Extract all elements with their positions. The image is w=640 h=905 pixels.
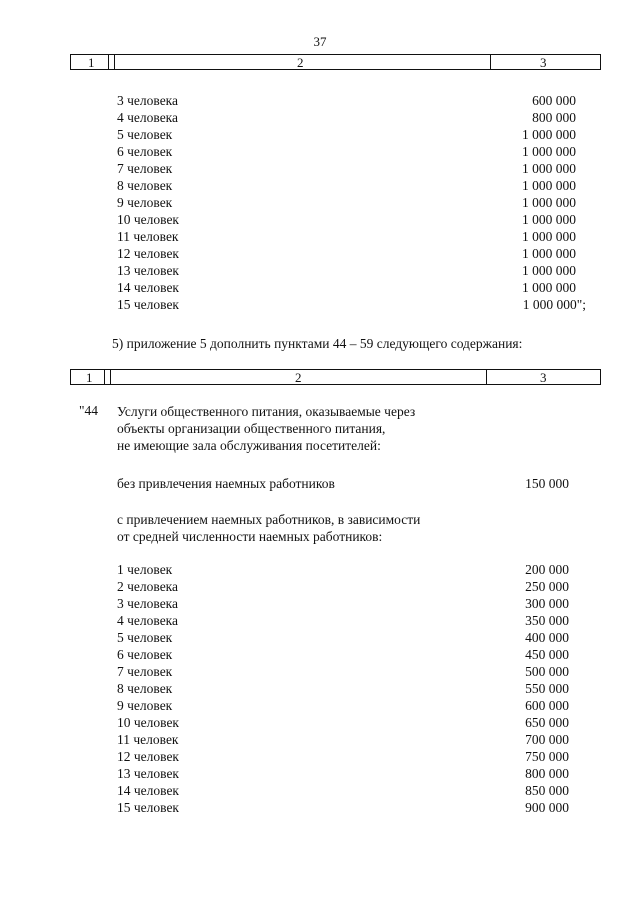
list-item	[0, 799, 640, 816]
list-item	[0, 680, 640, 697]
header-divider	[70, 369, 71, 385]
header-divider	[486, 369, 487, 385]
list-item	[0, 160, 640, 177]
list-item-label: 8 человек	[117, 178, 173, 193]
with-workers-line: от средней численности наемных работников:	[117, 529, 383, 544]
header-rule-bottom	[70, 69, 600, 70]
list-item	[0, 612, 640, 629]
item-title-line: не имеющие зала обслуживания посетителей:	[117, 438, 381, 453]
list-item-value: 900 000	[525, 800, 569, 815]
list-item	[0, 177, 640, 194]
list-item	[0, 595, 640, 612]
list-item-label: 15 человек	[117, 800, 179, 815]
list-item-label: 4 человека	[117, 110, 179, 125]
list-item-value: 800 000	[532, 110, 576, 125]
item-number: "44	[79, 403, 99, 418]
list-item-label: 9 человек	[117, 698, 173, 713]
amendment-paragraph: 5) приложение 5 дополнить пунктами 44 – 59 следующего содержания:	[112, 336, 523, 351]
list-item-value: 650 000	[525, 715, 569, 730]
list-item-value: 1 000 000	[522, 178, 576, 193]
list-item-label: 3 человека	[117, 93, 179, 108]
list-item-value: 250 000	[525, 579, 569, 594]
list-item-label: 4 человека	[117, 613, 179, 628]
header-rule-top	[70, 54, 600, 55]
list-item-value: 1 000 000	[522, 161, 576, 176]
list-item	[0, 194, 640, 211]
list-item	[0, 109, 640, 126]
list-item	[0, 296, 640, 313]
list-item-label: 9 человек	[117, 195, 173, 210]
list-item-value: 1 000 000";	[522, 297, 586, 312]
list-item-value: 1 000 000	[522, 127, 576, 142]
list-item-label: 6 человек	[117, 647, 173, 662]
table-header-second	[70, 369, 600, 386]
list-item-value: 200 000	[525, 562, 569, 577]
list-item	[0, 143, 640, 160]
list-item-label: 15 человек	[117, 297, 179, 312]
list-item	[0, 228, 640, 245]
list-item	[0, 126, 640, 143]
list-item-label: 7 человек	[117, 664, 173, 679]
list-item-value: 600 000	[532, 93, 576, 108]
list-item	[0, 629, 640, 646]
list-item	[0, 262, 640, 279]
header-rule-top	[70, 369, 600, 370]
list-item-label: 10 человек	[117, 212, 179, 227]
list-item-value: 1 000 000	[522, 229, 576, 244]
list-item	[0, 211, 640, 228]
list-item-value: 450 000	[525, 647, 569, 662]
header-divider	[70, 54, 71, 70]
list-item-label: 11 человек	[117, 732, 179, 747]
list-item-label: 11 человек	[117, 229, 179, 244]
without-workers-label: без привлечения наемных работников	[117, 476, 335, 491]
list-item-label: 3 человека	[117, 596, 179, 611]
header-col-2: 2	[295, 370, 302, 385]
item-title-line: объекты организации общественного питания,	[117, 421, 386, 436]
list-item	[0, 279, 640, 296]
list-item-label: 14 человек	[117, 783, 179, 798]
list-item-label: 6 человек	[117, 144, 173, 159]
list-item-label: 5 человек	[117, 630, 173, 645]
list-item-label: 7 человек	[117, 161, 173, 176]
header-divider	[114, 54, 115, 70]
without-workers-value: 150 000	[525, 476, 569, 491]
header-divider	[110, 369, 111, 385]
header-col-1: 1	[88, 55, 95, 70]
list-item-value: 850 000	[525, 783, 569, 798]
list-item-value: 550 000	[525, 681, 569, 696]
header-col-1: 1	[86, 370, 93, 385]
header-divider	[104, 369, 105, 385]
list-item	[0, 765, 640, 782]
list-item-value: 1 000 000	[522, 246, 576, 261]
list-item-label: 8 человек	[117, 681, 173, 696]
item-title-line: Услуги общественного питания, оказываемые через	[117, 404, 416, 419]
list-item-label: 14 человек	[117, 280, 179, 295]
header-col-2: 2	[297, 55, 304, 70]
list-item-value: 1 000 000	[522, 280, 576, 295]
list-item-label: 5 человек	[117, 127, 173, 142]
list-item-value: 600 000	[525, 698, 569, 713]
list-item-value: 1 000 000	[522, 144, 576, 159]
list-item	[0, 646, 640, 663]
list-item-value: 400 000	[525, 630, 569, 645]
list-item	[0, 731, 640, 748]
list-item	[0, 578, 640, 595]
table-header-top	[70, 54, 600, 71]
list-item-label: 1 человек	[117, 562, 173, 577]
list-item-value: 1 000 000	[522, 212, 576, 227]
list-item-label: 12 человек	[117, 749, 179, 764]
header-divider	[108, 54, 109, 70]
list-item-value: 700 000	[525, 732, 569, 747]
list-item	[0, 245, 640, 262]
list-item-value: 500 000	[525, 664, 569, 679]
list-item	[0, 561, 640, 578]
header-divider	[490, 54, 491, 70]
header-divider	[600, 54, 601, 70]
with-workers-line: с привлечением наемных работников, в зависимости	[117, 512, 421, 527]
list-item-value: 1 000 000	[522, 263, 576, 278]
list-item-label: 13 человек	[117, 263, 179, 278]
list-item-label: 10 человек	[117, 715, 179, 730]
list-item-value: 350 000	[525, 613, 569, 628]
list-item	[0, 92, 640, 109]
list-item	[0, 782, 640, 799]
list-item-value: 1 000 000	[522, 195, 576, 210]
list-item-label: 12 человек	[117, 246, 179, 261]
list-item-label: 13 человек	[117, 766, 179, 781]
header-rule-bottom	[70, 384, 600, 385]
list-item	[0, 663, 640, 680]
list-item	[0, 748, 640, 765]
list-item-value: 300 000	[525, 596, 569, 611]
list-item-value: 750 000	[525, 749, 569, 764]
header-col-3: 3	[540, 370, 547, 385]
list-item	[0, 697, 640, 714]
list-item	[0, 714, 640, 731]
header-col-3: 3	[540, 55, 547, 70]
page-number: 37	[313, 34, 327, 49]
list-item-value: 800 000	[525, 766, 569, 781]
header-divider	[600, 369, 601, 385]
list-item-label: 2 человека	[117, 579, 179, 594]
